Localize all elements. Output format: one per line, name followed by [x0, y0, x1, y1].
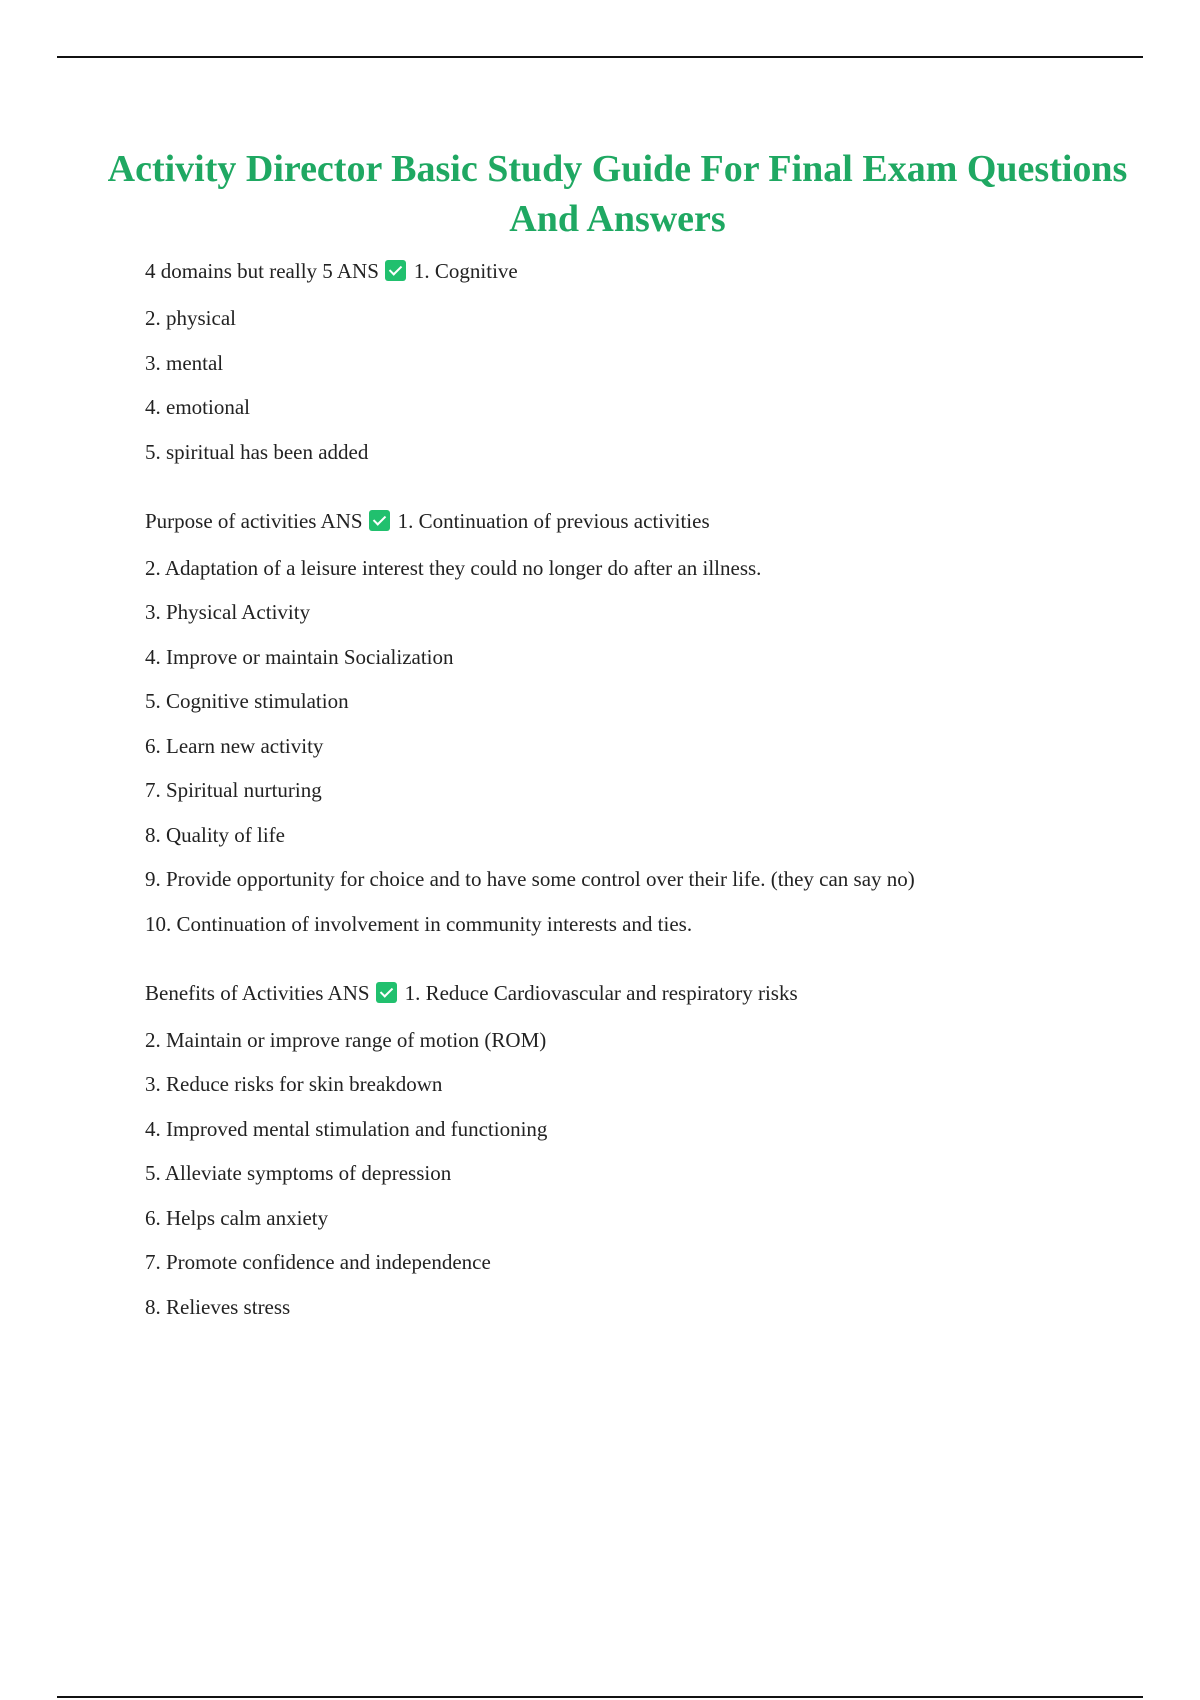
question-text: Purpose of activities ANS [145, 508, 363, 533]
qa-section-domains [145, 258, 1145, 466]
bottom-rule [57, 1696, 1143, 1698]
question-text: Benefits of Activities ANS [145, 980, 370, 1005]
document-title: Activity Director Basic Study Guide For Final Exam Questions And Answers [107, 148, 1128, 240]
check-box-icon [376, 982, 397, 1003]
answer-line: 6. Learn new activity [145, 733, 324, 758]
qa-section-purpose [145, 508, 1145, 938]
check-box-icon [385, 260, 406, 281]
answer-line: 2. physical [145, 306, 236, 330]
question-line [145, 508, 1145, 535]
answer-line: 4. emotional [145, 395, 250, 419]
answer-line: 3. Reduce risks for skin breakdown [145, 1072, 443, 1096]
answer-line: 5. Cognitive stimulation [145, 689, 349, 713]
answer-text: 1. Continuation of previous activities [397, 508, 710, 533]
answer-line: 5. Alleviate symptoms of depression [145, 1161, 452, 1185]
answer-line: 2. Adaptation of a leisure interest they could no longer do after an illness. [145, 555, 762, 580]
qa-content [145, 258, 1145, 1338]
answer-line: 10. Continuation of involvement in community interests and ties. [145, 911, 693, 936]
answer-line: 3. mental [145, 350, 224, 375]
answer-line: 8. Relieves stress [145, 1294, 291, 1319]
answer-line: 6. Helps calm anxiety [145, 1205, 329, 1230]
answer-line: 8. Quality of life [145, 822, 285, 847]
answer-text: 1. Reduce Cardiovascular and respiratory risks [404, 980, 798, 1005]
answer-line: 7. Spiritual nurturing [145, 778, 322, 802]
qa-section-benefits [145, 980, 1145, 1321]
answer-line: 2. Maintain or improve range of motion (ROM) [145, 1027, 547, 1052]
answer-line: 9. Provide opportunity for choice and to have some control over their life. (they can say no) [145, 867, 915, 891]
check-box-icon [369, 510, 390, 531]
question-text: 4 domains but really 5 ANS [145, 259, 379, 283]
top-rule [57, 56, 1143, 58]
answer-line: 7. Promote confidence and independence [145, 1250, 491, 1274]
question-line [145, 980, 1145, 1007]
answer-line: 4. Improved mental stimulation and functioning [145, 1116, 548, 1141]
answer-text: 1. Cognitive [413, 259, 518, 283]
answer-line: 5. spiritual has been added [145, 439, 369, 464]
question-line [145, 258, 1145, 285]
answer-line: 4. Improve or maintain Socialization [145, 644, 454, 669]
answer-line: 3. Physical Activity [145, 600, 311, 624]
